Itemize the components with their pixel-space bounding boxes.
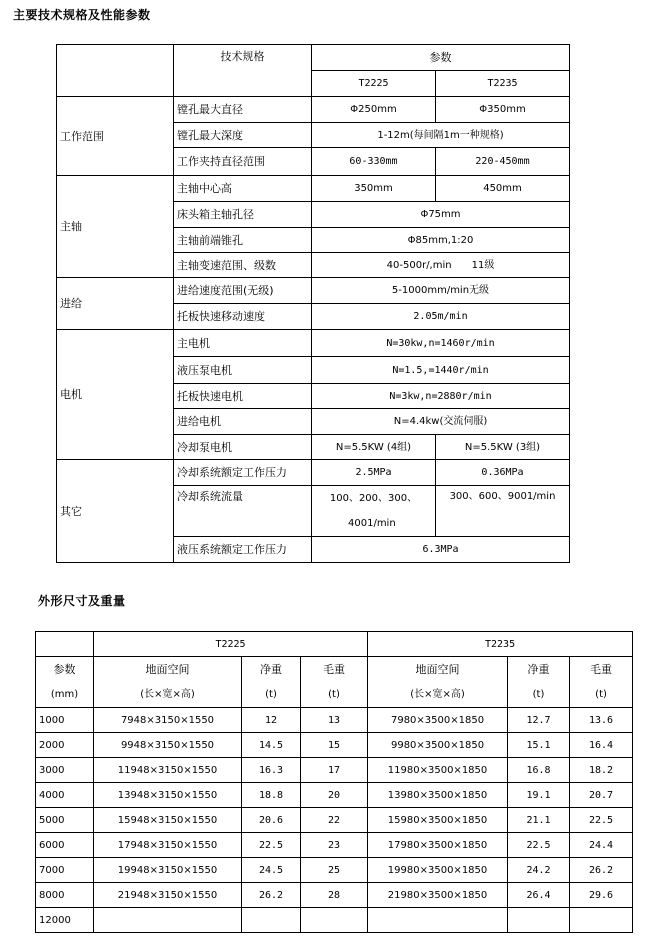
dims-length: 8000 (36, 883, 94, 908)
dims-a-space: 9948×3150×1550 (94, 733, 242, 758)
dims-a-net: 26.2 (242, 883, 301, 908)
dims-net-header-a (242, 657, 301, 708)
gross-unit: (t) (328, 689, 340, 700)
cool-flow-a-line1: 100、200、300、 (329, 493, 418, 504)
dims-b-net: 26.4 (508, 883, 570, 908)
spec-value: 1-12m(每间隔1m一种规格) (312, 123, 570, 148)
dims-a-gross: 13 (301, 708, 368, 733)
dims-gross-header-b (570, 657, 633, 708)
dims-length: 6000 (36, 833, 94, 858)
dims-a-net: 20.6 (242, 808, 301, 833)
spec-label: 进给速度范围(无级) (174, 278, 312, 304)
dims-b-space: 17980×3500×1850 (368, 833, 508, 858)
group-motor: 电机 (57, 330, 174, 460)
dims-model-b-header: T2235 (368, 632, 633, 657)
dims-a-gross: 25 (301, 858, 368, 883)
gross-label: 毛重 (323, 663, 346, 676)
spec-label: 托板快速电机 (174, 384, 312, 409)
dims-a-gross: 17 (301, 758, 368, 783)
gross-label: 毛重 (590, 663, 613, 676)
spec-label: 液压系统额定工作压力 (174, 537, 312, 563)
dims-corner-cell (36, 632, 94, 657)
dims-length: 7000 (36, 858, 94, 883)
dims-a-net: 18.8 (242, 783, 301, 808)
dims-b-net: 15.1 (508, 733, 570, 758)
spec-label: 冷却系统额定工作压力 (174, 460, 312, 486)
dims-b-gross: 29.6 (570, 883, 633, 908)
spec-label: 主轴变速范围、级数 (174, 253, 312, 278)
dims-length: 4000 (36, 783, 94, 808)
dims-a-space: 19948×3150×1550 (94, 858, 242, 883)
spec-corner-cell (57, 45, 174, 97)
spec-value-a (312, 486, 436, 537)
dims-a-space: 15948×3150×1550 (94, 808, 242, 833)
dims-a-space: 11948×3150×1550 (94, 758, 242, 783)
spec-value-b: Φ350mm (436, 97, 570, 123)
col-params-header: 参数 (312, 45, 570, 71)
dims-a-gross: 15 (301, 733, 368, 758)
spec-value: N=4.4kw(交流伺服) (312, 409, 570, 435)
dims-b-net: 19.1 (508, 783, 570, 808)
space-label: 地面空间 (145, 663, 190, 676)
net-label: 净重 (260, 663, 282, 676)
spec-label: 托板快速移动速度 (174, 304, 312, 330)
spec-label: 冷却系统流量 (174, 486, 312, 537)
dims-space-header-a (94, 657, 242, 708)
spec-value-b: 300、600、9001/min (436, 486, 570, 537)
spec-label: 主轴中心高 (174, 176, 312, 202)
spec-label: 进给电机 (174, 409, 312, 435)
dims-b-gross (570, 908, 633, 933)
dims-b-net: 22.5 (508, 833, 570, 858)
dims-length: 2000 (36, 733, 94, 758)
spec-value-a: 60-330mm (312, 148, 436, 176)
spec-label: 冷却泵电机 (174, 435, 312, 460)
net-unit: (t) (265, 689, 277, 700)
spec-value: 2.05m/min (312, 304, 570, 330)
spec-value-a: 350mm (312, 176, 436, 202)
spec-value-b: 220-450mm (436, 148, 570, 176)
model-b-header: T2235 (436, 71, 570, 97)
dims-b-space: 15980×3500×1850 (368, 808, 508, 833)
spec-value: N=3kw,n=2880r/min (312, 384, 570, 409)
dims-b-net: 24.2 (508, 858, 570, 883)
dims-a-space: 17948×3150×1550 (94, 833, 242, 858)
net-label: 净重 (527, 663, 550, 676)
dims-table-row (36, 758, 633, 783)
dims-b-gross: 26.2 (570, 858, 633, 883)
spec-label: 床头箱主轴孔径 (174, 202, 312, 228)
dims-table-row (36, 908, 633, 933)
dims-length: 1000 (36, 708, 94, 733)
dims-b-space (368, 908, 508, 933)
dims-a-space (94, 908, 242, 933)
dims-heading: 外形尺寸及重量 (38, 594, 126, 608)
space-label: 地面空间 (415, 663, 460, 676)
dims-net-header-b (508, 657, 570, 708)
spec-value-a: N=5.5KW (4组) (312, 435, 436, 460)
dims-b-space: 13980×3500×1850 (368, 783, 508, 808)
dims-a-space: 7948×3150×1550 (94, 708, 242, 733)
dims-param-header (36, 657, 94, 708)
dims-a-space: 13948×3150×1550 (94, 783, 242, 808)
spec-value: N=30kw,n=1460r/min (312, 330, 570, 357)
group-spindle: 主轴 (57, 176, 174, 278)
spec-value-a: 2.5MPa (312, 460, 436, 486)
spec-label: 工作夹持直径范围 (174, 148, 312, 176)
dims-a-gross: 20 (301, 783, 368, 808)
dims-a-net: 14.5 (242, 733, 301, 758)
param-unit: (mm) (50, 689, 79, 700)
spec-value: 40-500r/,min 11级 (312, 253, 570, 278)
group-work: 工作范围 (57, 97, 174, 176)
dims-a-gross: 28 (301, 883, 368, 908)
dims-b-net: 12.7 (508, 708, 570, 733)
dims-table-row (36, 808, 633, 833)
spec-heading: 主要技术规格及性能参数 (13, 8, 151, 22)
spec-label: 镗孔最大深度 (174, 123, 312, 148)
dims-table-row (36, 883, 633, 908)
dims-b-net: 16.8 (508, 758, 570, 783)
dims-b-gross: 16.4 (570, 733, 633, 758)
space-unit: (长×宽×高) (140, 689, 195, 700)
model-a-header: T2225 (312, 71, 436, 97)
cool-flow-a-line2: 4001/min (348, 518, 396, 529)
col-spec-header: 技术规格 (174, 45, 312, 97)
gross-unit: (t) (595, 689, 607, 700)
group-other: 其它 (57, 460, 174, 563)
dims-length: 5000 (36, 808, 94, 833)
dims-b-gross: 22.5 (570, 808, 633, 833)
dims-table-row (36, 733, 633, 758)
spec-value: 5-1000mm/min无级 (312, 278, 570, 304)
group-feed: 进给 (57, 278, 174, 330)
dims-length: 12000 (36, 908, 94, 933)
space-unit: (长×宽×高) (410, 689, 465, 700)
spec-value: Φ85mm,1:20 (312, 228, 570, 253)
spec-label: 主轴前端锥孔 (174, 228, 312, 253)
dims-b-gross: 13.6 (570, 708, 633, 733)
net-unit: (t) (532, 689, 545, 700)
dims-b-gross: 20.7 (570, 783, 633, 808)
dims-b-net (508, 908, 570, 933)
dims-a-gross: 22 (301, 808, 368, 833)
dims-body (36, 708, 633, 933)
dims-a-net (242, 908, 301, 933)
spec-table (56, 44, 570, 563)
dims-space-header-b (368, 657, 508, 708)
dims-a-gross (301, 908, 368, 933)
dims-table-row (36, 858, 633, 883)
dims-b-gross: 24.4 (570, 833, 633, 858)
dims-a-space: 21948×3150×1550 (94, 883, 242, 908)
dims-b-space: 7980×3500×1850 (368, 708, 508, 733)
spec-value: Φ75mm (312, 202, 570, 228)
spec-value-a: Φ250mm (312, 97, 436, 123)
spec-label: 镗孔最大直径 (174, 97, 312, 123)
dims-gross-header-a (301, 657, 368, 708)
dims-length: 3000 (36, 758, 94, 783)
dims-b-net: 21.1 (508, 808, 570, 833)
spec-value: 6.3MPa (312, 537, 570, 563)
spec-value: N=1.5,=1440r/min (312, 357, 570, 384)
dims-table-row (36, 833, 633, 858)
dims-table-row (36, 708, 633, 733)
dims-table-row (36, 783, 633, 808)
spec-value-b: 0.36MPa (436, 460, 570, 486)
dims-b-space: 11980×3500×1850 (368, 758, 508, 783)
dims-b-space: 9980×3500×1850 (368, 733, 508, 758)
spec-label: 液压泵电机 (174, 357, 312, 384)
dims-a-net: 12 (242, 708, 301, 733)
dims-b-space: 19980×3500×1850 (368, 858, 508, 883)
dims-table (35, 631, 633, 933)
dims-a-gross: 23 (301, 833, 368, 858)
spec-value-b: N=5.5KW (3组) (436, 435, 570, 460)
dims-model-a-header: T2225 (94, 632, 368, 657)
spec-value-b: 450mm (436, 176, 570, 202)
dims-a-net: 24.5 (242, 858, 301, 883)
dims-a-net: 22.5 (242, 833, 301, 858)
dims-b-gross: 18.2 (570, 758, 633, 783)
param-label: 参数 (53, 663, 76, 676)
dims-b-space: 21980×3500×1850 (368, 883, 508, 908)
dims-a-net: 16.3 (242, 758, 301, 783)
spec-label: 主电机 (174, 330, 312, 357)
